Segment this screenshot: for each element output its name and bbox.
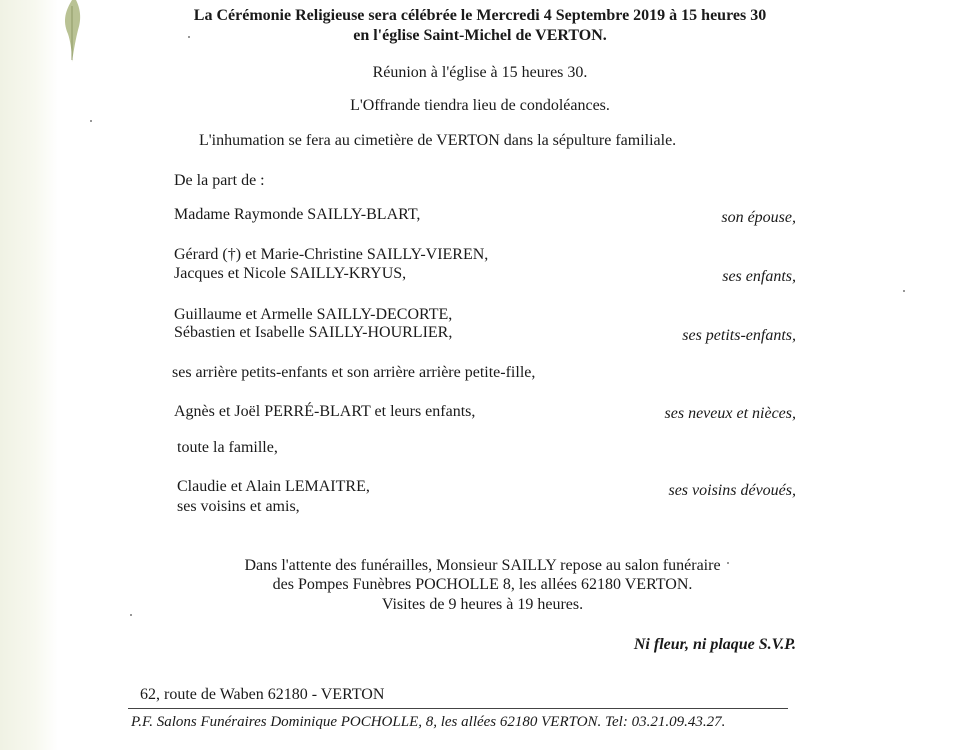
footer-divider [128, 708, 788, 709]
ceremony-line-2: en l'église Saint-Michel de VERTON. [353, 27, 607, 44]
from-label: De la part de : [174, 172, 265, 189]
leaf-decoration-icon [52, 0, 92, 62]
family-relation: ses voisins dévoués, [668, 482, 796, 499]
family-name: Sébastien et Isabelle SAILLY-HOURLIER, [174, 324, 453, 341]
family-name: Jacques et Nicole SAILLY-KRYUS, [174, 265, 407, 282]
no-flowers-notice: Ni fleur, ni plaque S.V.P. [633, 636, 796, 653]
family-name: toute la famille, [177, 439, 278, 456]
family-name: Claudie et Alain LEMAITRE, [177, 478, 370, 495]
family-name: Madame Raymonde SAILLY-BLART, [174, 206, 421, 223]
family-name: ses voisins et amis, [177, 498, 300, 515]
offering-text: L'Offrande tiendra lieu de condoléances. [350, 97, 610, 114]
family-relation: ses neveux et nièces, [664, 405, 796, 422]
paper-speck [90, 120, 92, 122]
family-name: Guillaume et Armelle SAILLY-DECORTE, [174, 306, 453, 323]
family-name: ses arrière petits-enfants et son arrière arrière petite-fille, [172, 364, 536, 381]
viewing-line-1: Dans l'attente des funérailles, Monsieur SAILLY repose au salon funéraire [244, 557, 721, 574]
funeral-home-footer: P.F. Salons Funéraires Dominique POCHOLLE, 8, les allées 62180 VERTON. Tel: 03.21.09.43.27. [131, 714, 726, 730]
family-name: Gérard (†) et Marie-Christine SAILLY-VIEREN, [174, 246, 489, 263]
family-relation: ses petits-enfants, [682, 327, 796, 344]
viewing-line-2: des Pompes Funèbres POCHOLLE 8, les allées 62180 VERTON. [272, 576, 693, 593]
paper-speck [130, 614, 132, 616]
family-relation: ses enfants, [722, 268, 796, 285]
viewing-line-3: Visites de 9 heures à 19 heures. [381, 596, 584, 613]
paper-speck [903, 290, 905, 292]
family-name: Agnès et Joël PERRÉ-BLART et leurs enfants, [174, 403, 476, 420]
meeting-text: Réunion à l'église à 15 heures 30. [372, 64, 588, 81]
ceremony-line-1: La Cérémonie Religieuse sera célébrée le Mercredi 4 Septembre 2019 à 15 heures 30 [193, 7, 767, 24]
burial-text: L'inhumation se fera au cimetière de VERTON dans la sépulture familiale. [199, 132, 677, 149]
family-relation: son épouse, [721, 209, 796, 226]
address-text: 62, route de Waben 62180 - VERTON [140, 686, 385, 703]
page-margin-strip [0, 0, 58, 750]
